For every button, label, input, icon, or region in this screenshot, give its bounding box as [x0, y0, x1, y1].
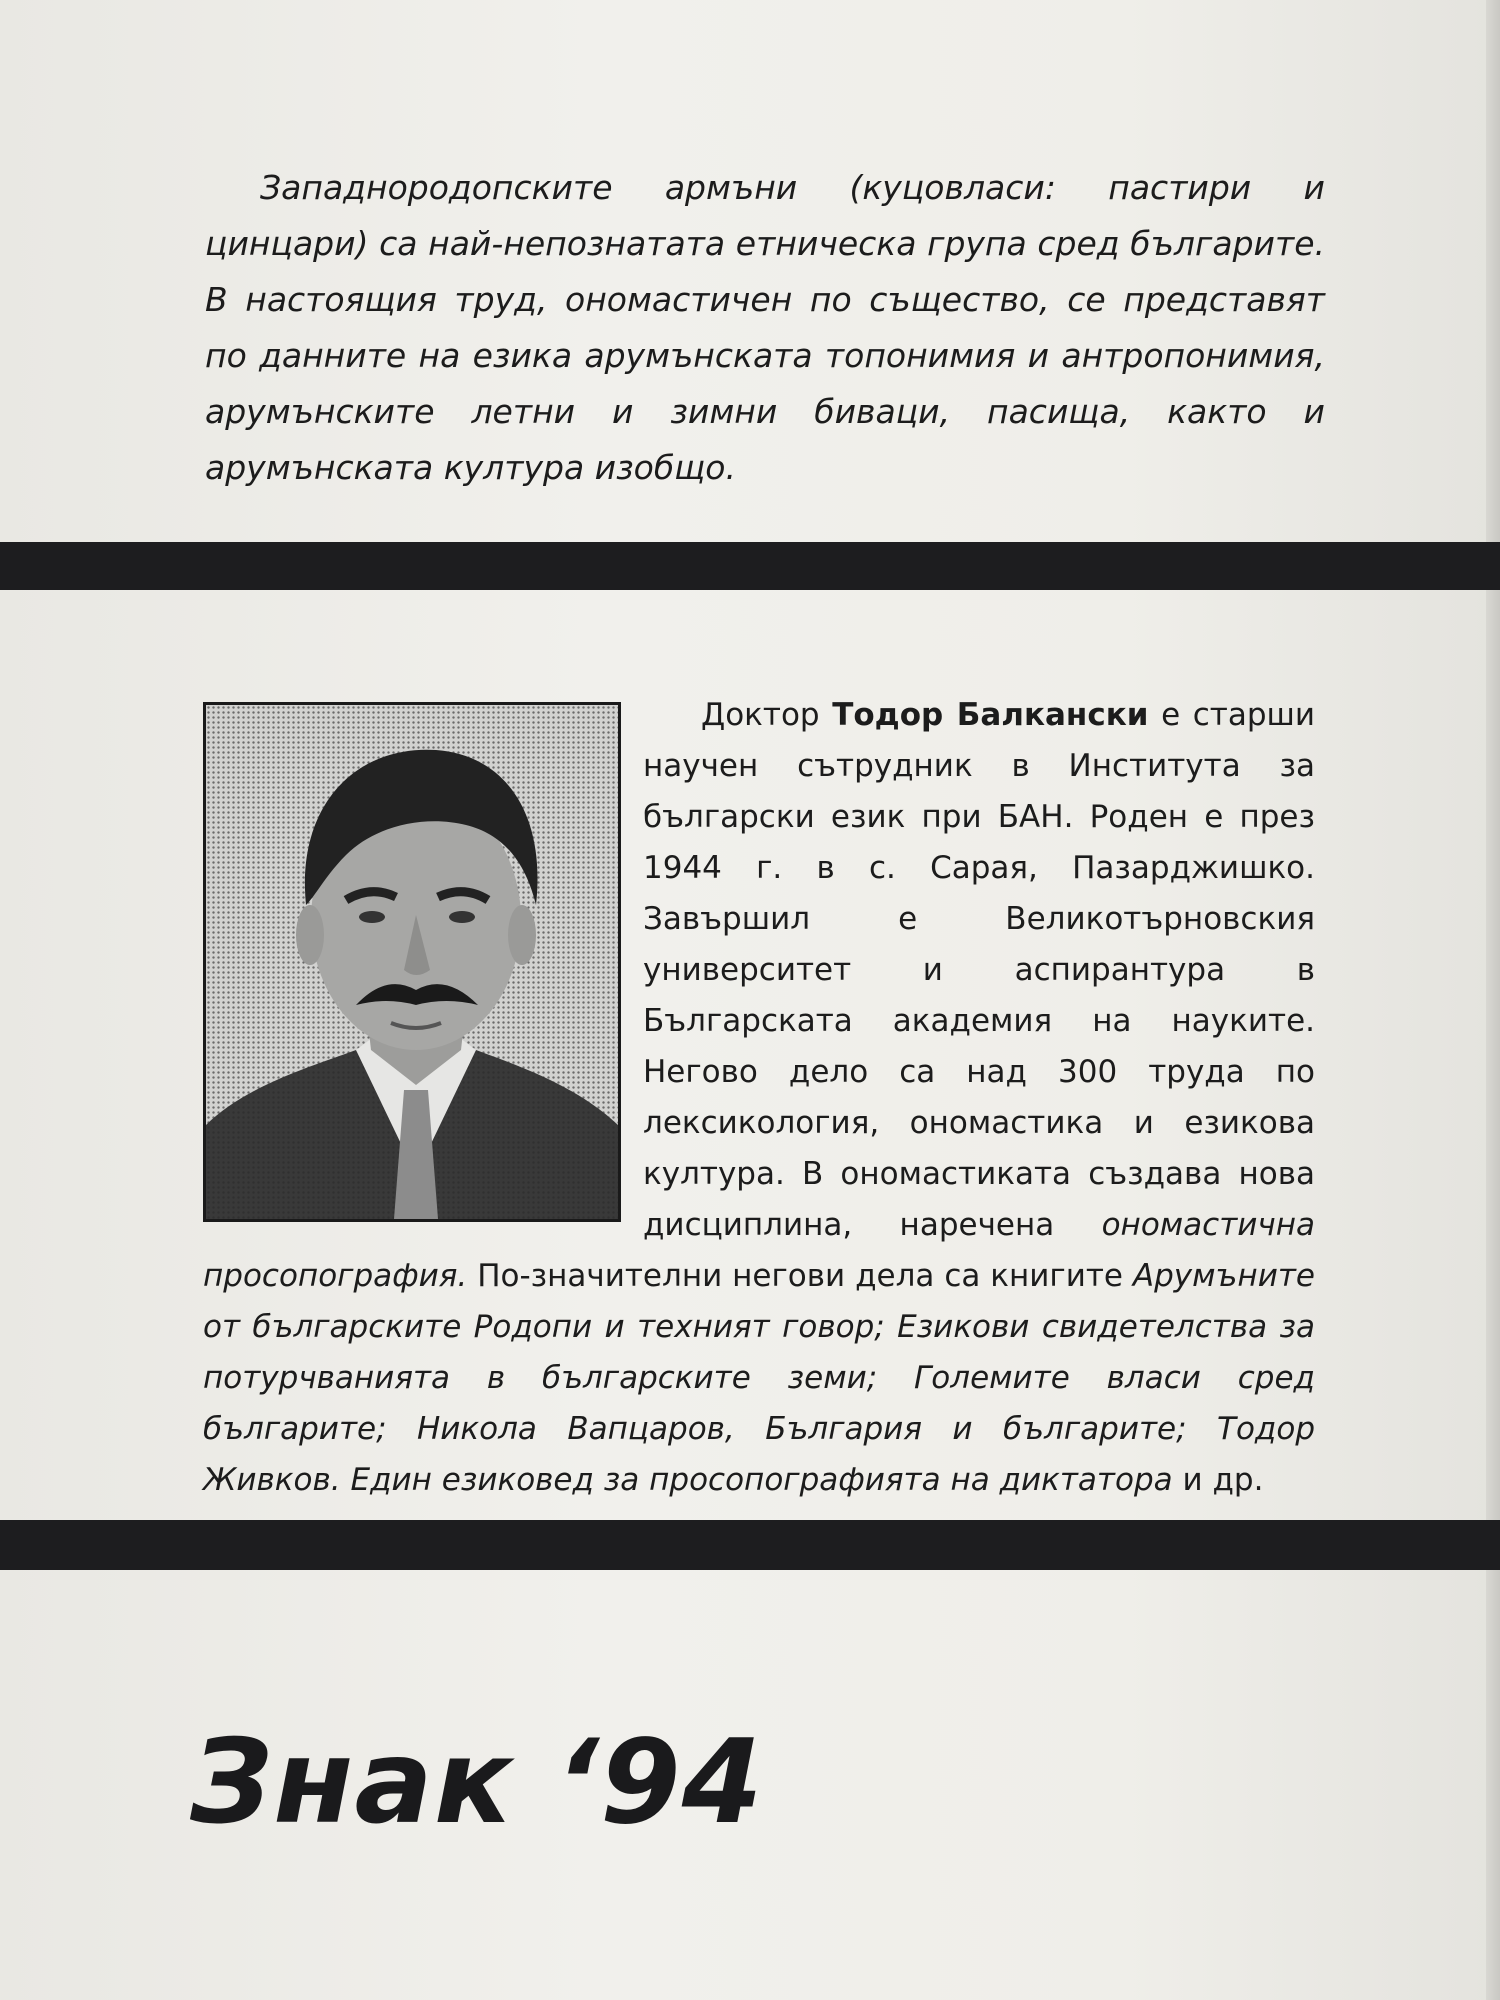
author-biography	[203, 690, 1315, 1506]
bottom-divider-bar	[0, 1520, 1500, 1570]
page-edge	[1486, 0, 1500, 2000]
top-divider-bar	[0, 542, 1500, 590]
intro-paragraph: Западнородопските армъни (куцовласи: пастири и цинцари) са най-непознатата етническа група сред българите. В настоящия труд, ономастичен по същество, се представят по данните на езика арумънската топонимия и антропонимия, арумънските летни и зимни биваци, пасища, както и арумънската култура изобщо.	[205, 168, 1325, 487]
photo-spacer	[203, 690, 643, 1250]
bio-text-2: По-значителни негови дела са книгите	[477, 1258, 1123, 1294]
book-titles: Арумъните от българските Родопи и техният говор; Езикови свидетелства за потурчванията в българските земи; Големите власи сред българите; Никола Вапцаров, България и българите; Тодор Живков. Един езиковед за просопографията на диктатора	[203, 1258, 1315, 1498]
author-name: Тодор Балкански	[832, 697, 1149, 733]
bio-text-1: е старши научен сътрудник в Института за български език при БАН. Роден е през 1944 г. в с. Сарая, Пазарджишко. Завършил е Великотърновския университет и аспирантура в Българската академия на науките. Негово дело са над 300 труда по лексикология, ономастика и езикова култура. В ономастиката създава нова дисциплина, наречена	[643, 697, 1316, 1243]
publisher-logo: Знак ‘94	[190, 1715, 764, 1850]
bio-prefix: Доктор	[701, 697, 820, 733]
bio-ending: и др.	[1182, 1462, 1264, 1498]
discipline-name: ономастична просопография.	[203, 1207, 1315, 1294]
